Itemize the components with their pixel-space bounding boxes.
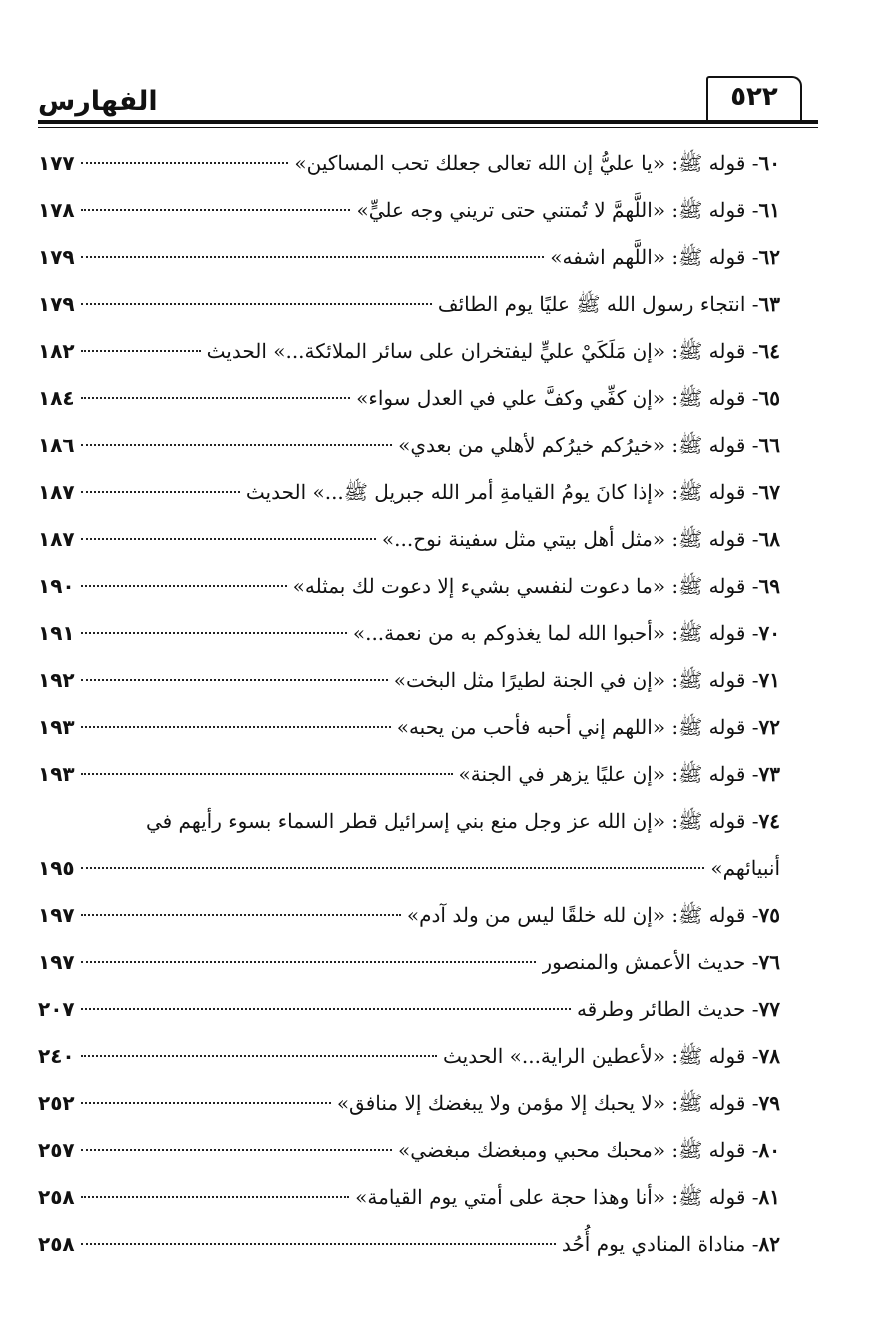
dot-leader xyxy=(81,491,240,493)
index-entry-dash: - xyxy=(745,903,759,927)
index-entry xyxy=(38,986,780,1033)
index-entry-number: ٦٣ xyxy=(758,292,780,316)
index-entry xyxy=(38,798,780,892)
index-entry-text: قوله ﷺ: «ما دعوت لنفسي بشيء إلا دعوت لك بمثله» xyxy=(292,574,746,598)
index-entry-text: قوله ﷺ: «إن عليًا يزهر في الجنة» xyxy=(458,762,746,786)
index-entry xyxy=(38,1080,780,1127)
dot-leader xyxy=(81,914,401,916)
index-entry-page: ٢٥٨ xyxy=(38,1185,75,1209)
index-entry-page: ١٨٧ xyxy=(38,527,75,551)
index-entry-text-wrap xyxy=(337,1080,780,1127)
dot-leader xyxy=(81,679,388,681)
index-entry xyxy=(38,751,780,798)
index-entry-page: ١٧٨ xyxy=(38,198,75,222)
index-entry-number: ٦٧ xyxy=(758,480,780,504)
dot-leader xyxy=(81,1055,437,1057)
index-entry-text-wrap xyxy=(146,798,780,845)
index-entry-page: ١٩٣ xyxy=(38,715,75,739)
index-entry-number: ٧٥ xyxy=(758,903,780,927)
index-entry xyxy=(38,704,780,751)
index-entry-number: ٧٨ xyxy=(758,1044,780,1068)
index-entry-line xyxy=(38,798,780,845)
index-entry-page: ١٨٧ xyxy=(38,480,75,504)
index-entry-dash: - xyxy=(745,762,759,786)
index-entry-text-wrap xyxy=(355,1174,780,1221)
index-entry xyxy=(38,1127,780,1174)
index-entry-number: ٧٣ xyxy=(758,762,780,786)
header-rule-thin xyxy=(38,127,818,128)
dot-leader xyxy=(81,1149,392,1151)
index-entry-page: ١٩١ xyxy=(38,621,75,645)
page-number: ٥٢٢ xyxy=(730,82,778,112)
index-entry-page: ١٨٤ xyxy=(38,386,75,410)
index-entry-text: قوله ﷺ: «محبك محبي ومبغضك مبغضي» xyxy=(398,1138,746,1162)
index-entry-dash: - xyxy=(745,480,759,504)
index-entry xyxy=(38,422,780,469)
index-entry-number: ٦٢ xyxy=(758,245,780,269)
index-entry-dash: - xyxy=(745,151,759,175)
index-entry-text: قوله ﷺ: «لأعطين الراية...» الحديث xyxy=(443,1044,746,1068)
index-entry-number: ٦٤ xyxy=(758,339,780,363)
index-entry-text-wrap xyxy=(293,563,780,610)
index-entry-page: ١٧٩ xyxy=(38,245,75,269)
index-entry xyxy=(38,516,780,563)
index-entry-number: ٧٩ xyxy=(758,1091,780,1115)
index-entry-page: ١٩٢ xyxy=(38,668,75,692)
index-entry-page: ١٧٩ xyxy=(38,292,75,316)
index-entry-text-wrap xyxy=(294,140,780,187)
dot-leader xyxy=(81,773,453,775)
index-entry-text: قوله ﷺ: «أنا وهذا حجة على أمتي يوم القيامة» xyxy=(355,1185,746,1209)
index-entry xyxy=(38,328,780,375)
index-entry-number: ٧٦ xyxy=(758,950,780,974)
section-title: الفهارس xyxy=(38,86,158,117)
index-entry-continuation: أنبيائهم» xyxy=(710,856,780,880)
index-entry-page: ١٨٦ xyxy=(38,433,75,457)
index-entry-text-wrap xyxy=(382,516,780,563)
index-entry-dash: - xyxy=(745,1185,759,1209)
index-entries-list xyxy=(38,140,780,1268)
index-entry-line xyxy=(38,845,780,892)
dot-leader xyxy=(81,726,391,728)
dot-leader xyxy=(81,350,201,352)
index-entry xyxy=(38,563,780,610)
index-entry-text: قوله ﷺ: «إذا كانَ يومُ القيامةِ أمر الله جبريل ﷺ...» الحديث xyxy=(245,480,746,504)
index-entry-text-wrap xyxy=(246,469,780,516)
index-entry-dash: - xyxy=(745,997,759,1021)
index-entry-dash: - xyxy=(745,527,759,551)
index-entry xyxy=(38,469,780,516)
index-entry-dash: - xyxy=(745,245,759,269)
index-entry-number: ٦٨ xyxy=(758,527,780,551)
dot-leader xyxy=(81,538,376,540)
index-entry-text: قوله ﷺ: «أحبوا الله لما يغذوكم به من نعمة...» xyxy=(352,621,746,645)
index-entry xyxy=(38,140,780,187)
index-entry-page: ١٩٠ xyxy=(38,574,75,598)
dot-leader xyxy=(81,303,432,305)
page-number-box xyxy=(706,76,802,120)
dot-leader xyxy=(81,1102,331,1104)
index-entry xyxy=(38,375,780,422)
index-entry-text: انتجاء رسول الله ﷺ عليًا يوم الطائف xyxy=(437,292,746,316)
index-entry-page: ١٩٧ xyxy=(38,903,75,927)
index-entry-text-wrap xyxy=(356,375,780,422)
index-entry-text: قوله ﷺ: «خيرُكم خيرُكم لأهلي من بعدي» xyxy=(398,433,746,457)
index-entry-text-wrap xyxy=(353,610,780,657)
index-entry-dash: - xyxy=(745,1138,759,1162)
dot-leader xyxy=(81,632,347,634)
index-entry-page: ١٩٥ xyxy=(38,856,75,880)
index-entry-number: ٦٦ xyxy=(758,433,780,457)
index-entry-page: ٢٥٨ xyxy=(38,1232,75,1256)
index-entry-dash: - xyxy=(745,950,759,974)
index-entry-text-wrap xyxy=(550,234,780,281)
index-entry-number: ٧٤ xyxy=(758,809,780,833)
index-entry xyxy=(38,1033,780,1080)
index-entry-text-wrap xyxy=(394,657,780,704)
index-entry-text: قوله ﷺ: «إن مَلَكَيْ عليٍّ ليفتخران على سائر الملائكة...» الحديث xyxy=(206,339,746,363)
index-entry-page: ١٧٧ xyxy=(38,151,75,175)
dot-leader xyxy=(81,1008,571,1010)
index-entry-dash: - xyxy=(745,574,759,598)
index-entry-text: قوله ﷺ: «إن كفِّي وكفَّ علي في العدل سواء» xyxy=(356,386,746,410)
index-entry-text: حديث الطائر وطرقه xyxy=(576,997,746,1021)
dot-leader xyxy=(81,397,351,399)
index-entry-page: ١٨٢ xyxy=(38,339,75,363)
index-entry-page: ١٩٧ xyxy=(38,950,75,974)
index-entry-text-wrap xyxy=(207,328,780,375)
index-entry-text: قوله ﷺ: «اللَّهمَّ لا تُمتني حتى تريني وجه عليٍّ» xyxy=(356,198,746,222)
index-entry-page: ٢٥٢ xyxy=(38,1091,75,1115)
index-entry-text-wrap xyxy=(577,986,780,1033)
index-entry xyxy=(38,657,780,704)
index-entry-dash: - xyxy=(745,1091,759,1115)
index-entry xyxy=(38,939,780,986)
index-entry-text: مناداة المنادي يوم أُحُد xyxy=(561,1232,746,1256)
index-entry-page: ٢٥٧ xyxy=(38,1138,75,1162)
dot-leader xyxy=(81,209,351,211)
dot-leader xyxy=(81,585,287,587)
index-entry xyxy=(38,281,780,328)
index-entry-text: قوله ﷺ: «لا يحبك إلا مؤمن ولا يبغضك إلا منافق» xyxy=(336,1091,746,1115)
dot-leader xyxy=(81,867,705,869)
dot-leader xyxy=(81,961,537,963)
index-entry-text: قوله ﷺ: «إن الله عز وجل منع بني إسرائيل قطر السماء بسوء رأيهم في xyxy=(145,809,746,833)
index-entry-text: قوله ﷺ: «اللَّهم اشفه» xyxy=(550,245,746,269)
index-entry-number: ٦١ xyxy=(758,198,780,222)
index-entry-text: قوله ﷺ: «يا عليُّ إن الله تعالى جعلك تحب المساكين» xyxy=(294,151,746,175)
index-entry-text-wrap xyxy=(438,281,780,328)
index-entry-page: ١٩٣ xyxy=(38,762,75,786)
dot-leader xyxy=(81,1196,350,1198)
index-entry-dash: - xyxy=(745,292,759,316)
index-entry-text-wrap xyxy=(398,422,780,469)
dot-leader xyxy=(81,444,392,446)
index-entry-dash: - xyxy=(745,433,759,457)
index-entry-dash: - xyxy=(745,621,759,645)
index-entry-text-wrap xyxy=(562,1221,780,1268)
index-entry-text: حديث الأعمش والمنصور xyxy=(542,950,746,974)
index-entry-text: قوله ﷺ: «إن في الجنة لطيرًا مثل البخت» xyxy=(393,668,746,692)
page-header xyxy=(38,72,818,132)
index-entry xyxy=(38,892,780,939)
index-entry-number: ٧٢ xyxy=(758,715,780,739)
index-entry-text: قوله ﷺ: «اللهم إني أحبه فأحب من يحبه» xyxy=(396,715,746,739)
index-entry-number: ٧١ xyxy=(758,668,780,692)
index-entry-dash: - xyxy=(745,339,759,363)
index-entry-text-wrap xyxy=(397,704,780,751)
index-entry-text-wrap xyxy=(398,1127,780,1174)
index-entry-dash: - xyxy=(745,668,759,692)
dot-leader xyxy=(81,162,289,164)
index-entry-number: ٧٠ xyxy=(758,621,780,645)
index-entry-dash: - xyxy=(745,1044,759,1068)
header-rule xyxy=(38,120,818,124)
index-entry-number: ٦٠ xyxy=(758,151,780,175)
index-entry-page: ٢٠٧ xyxy=(38,997,75,1021)
index-entry-dash: - xyxy=(745,1232,759,1256)
dot-leader xyxy=(81,1243,556,1245)
index-entry xyxy=(38,1221,780,1268)
index-entry-dash: - xyxy=(745,715,759,739)
index-entry-text-wrap xyxy=(407,892,780,939)
index-entry-dash: - xyxy=(745,198,759,222)
index-entry-number: ٨١ xyxy=(758,1185,780,1209)
index-entry-text-wrap xyxy=(356,187,780,234)
index-entry-number: ٧٧ xyxy=(758,997,780,1021)
index-entry xyxy=(38,610,780,657)
index-entry xyxy=(38,187,780,234)
index-entry xyxy=(38,234,780,281)
index-entry-dash: - xyxy=(745,809,759,833)
index-entry xyxy=(38,1174,780,1221)
index-entry-text-wrap xyxy=(459,751,781,798)
index-entry-page: ٢٤٠ xyxy=(38,1044,75,1068)
index-entry-number: ٦٩ xyxy=(758,574,780,598)
dot-leader xyxy=(81,256,545,258)
index-entry-text-wrap xyxy=(443,1033,780,1080)
index-entry-text-wrap xyxy=(542,939,780,986)
index-entry-number: ٨٢ xyxy=(758,1232,780,1256)
index-entry-dash: - xyxy=(745,386,759,410)
index-entry-text: قوله ﷺ: «إن لله خلقًا ليس من ولد آدم» xyxy=(406,903,746,927)
index-entry-text: قوله ﷺ: «مثل أهل بيتي مثل سفينة نوح...» xyxy=(381,527,746,551)
index-entry-number: ٨٠ xyxy=(758,1138,780,1162)
index-entry-number: ٦٥ xyxy=(758,386,780,410)
